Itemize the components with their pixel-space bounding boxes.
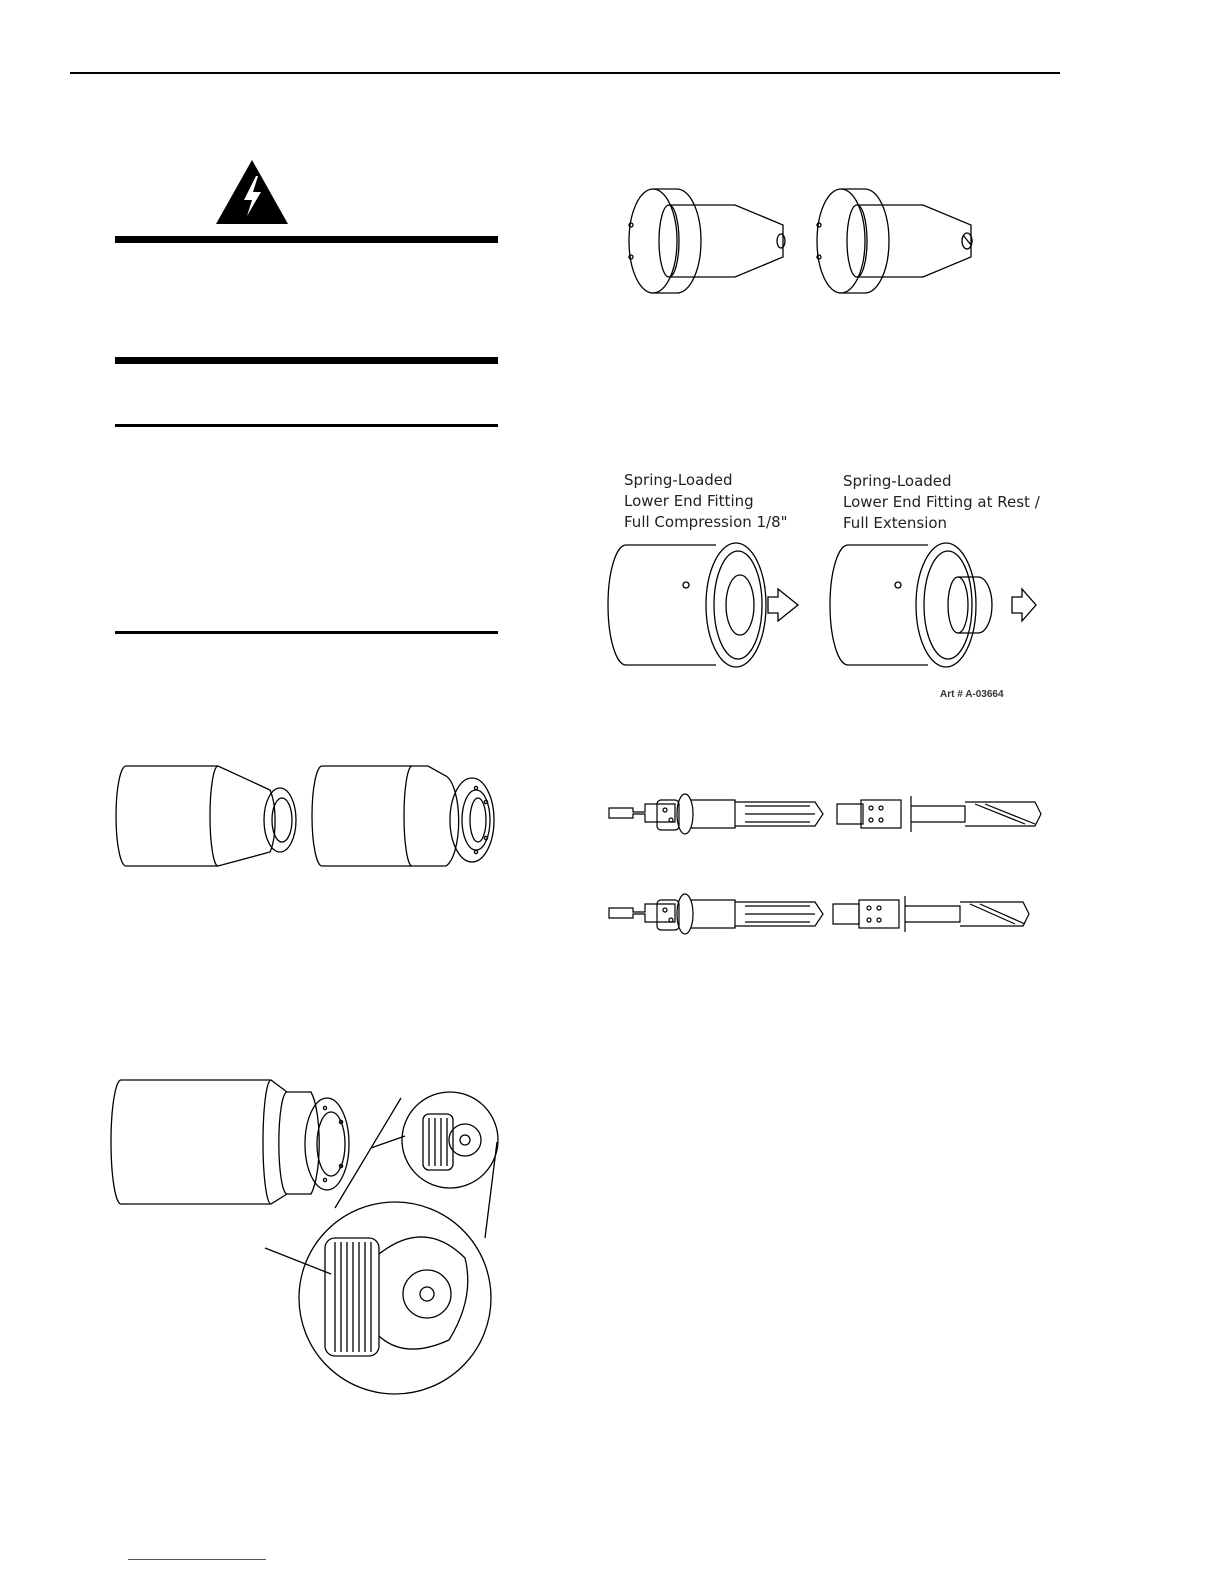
tips-illustration [625,185,1005,300]
spring-fitting-illustration [606,535,1038,675]
spring-left-label: Spring-Loaded Lower End Fitting Full Compression 1/8" [624,471,788,531]
distributor-small-callout [371,1092,498,1188]
electrodes-illustration [605,790,1045,945]
shield-cup-right [312,766,494,866]
footer-link-underline[interactable] [128,1559,266,1560]
warning-top-rule [115,236,498,243]
tip-left [629,189,785,293]
distributor-large-callout [265,1098,497,1394]
torch-head [111,1080,349,1204]
note-bottom-rule [115,631,498,634]
shield-cups-illustration [112,762,502,872]
shield-cup-left [116,766,296,866]
fitting-compressed [608,543,798,667]
tip-right [817,189,972,293]
electrode-row-1 [609,794,1041,834]
fitting-extended [830,543,1036,667]
warning-bottom-rule [115,357,498,364]
spring-right-label: Spring-Loaded Lower End Fitting at Rest / Full Extension [843,472,1040,532]
electrode-row-2 [609,894,1029,934]
header-rule [70,72,1060,74]
gas-distributor-illustration [105,1078,505,1398]
electric-shock-warning-icon [214,158,290,226]
art-number: Art # A-03664 [940,689,1004,700]
note-top-rule [115,424,498,427]
